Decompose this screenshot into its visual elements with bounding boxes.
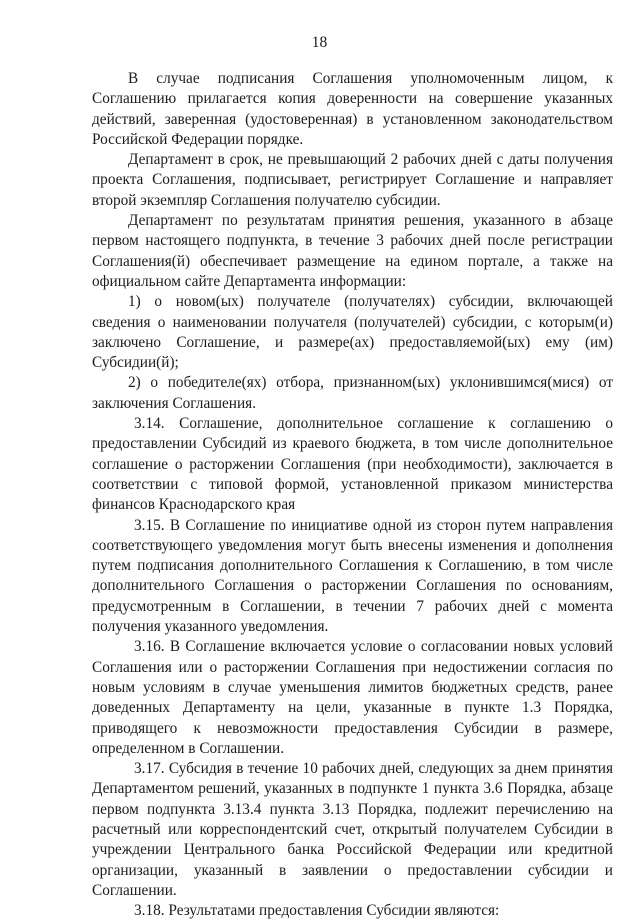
page-number: 18 <box>311 34 328 51</box>
list-item-evading-winners: 2) о победителе(ях) отбора, признанном(ых) уклонившимся(мися) от заключения Соглашения. <box>92 374 613 412</box>
clause-3-15: 3.15. В Соглашение по инициативе одной из сторон путем направления соответствующего уведомления могут быть внесены изменения и дополнения путем подписания дополнительного Соглашения к Соглашению, в том числе дополнительного Соглашения о расторжении Соглашения по основаниям, предусмотренным в Соглашении, в течении 7 рабочих дней с момента получения указанного уведомления. <box>92 516 613 636</box>
clause-3-14: 3.14. Соглашение, дополнительное соглашение к соглашению о предоставлении Субсидий из краевого бюджета, в том числе дополнительное соглашение о расторжении Соглашения (при необходимости), заключается в соответствии с типовой формой, установленной приказом министерства финансов Краснодарского края <box>92 415 613 514</box>
paragraph-portal-publication: Департамент по результатам принятия решения, указанного в абзаце первом настоящего подпункта, в течение 3 рабочих дней после регистрации Соглашения(й) обеспечивает размещение на едином портале, а также на официальном сайте Департамента информации: <box>92 212 613 290</box>
paragraph-department-registration: Департамент в срок, не превышающий 2 рабочих дней с даты получения проекта Соглашения, подписывает, регистрирует Соглашение и направляет второй экземпляр Соглашения получателю субсидии. <box>92 151 613 209</box>
list-item-new-recipients: 1) о новом(ых) получателе (получателях) субсидии, включающей сведения о наименовании получателя (получателей) субсидии, с которым(и) заключено Соглашение, и размере(ах) предоставляемой(ых) ему (им) Субсидии(й); <box>92 293 613 372</box>
paragraph-power-of-attorney: В случае подписания Соглашения уполномоченным лицом, к Соглашению прилагается копия доверенности на совершение указанных действий, заверенная (удостоверенная) в установленном законодательством Российской Федерации порядке. <box>92 70 613 148</box>
clause-3-18: 3.18. Результатами предоставления Субсидии являются: <box>134 902 500 920</box>
clause-3-16: 3.16. В Соглашение включается условие о согласовании новых условий Соглашения или о расторжении Соглашения при недостижении согласия по новым условиям в случае уменьшения лимитов бюджетных средств, ранее доведенных Департаменту на цели, указанные в пункте 1.3 Порядка, приводящего к невозможности предоставления Субсидии в размере, определенном в Соглашении. <box>92 638 613 757</box>
clause-3-17: 3.17. Субсидия в течение 10 рабочих дней, следующих за днем принятия Департаментом решений, указанных в подпункте 1 пункта 3.6 Порядка, абзаце первом подпункта 3.13.4 пункта 3.13 Порядка, подлежит перечислению на расчетный или корреспондентский счет, открытый получателем Субсидии в учреждении Центрального банка Российской Федерации или кредитной организации, указанный в заявлении о предоставлении субсидии и Соглашении. <box>92 760 613 899</box>
document-body <box>92 69 613 921</box>
